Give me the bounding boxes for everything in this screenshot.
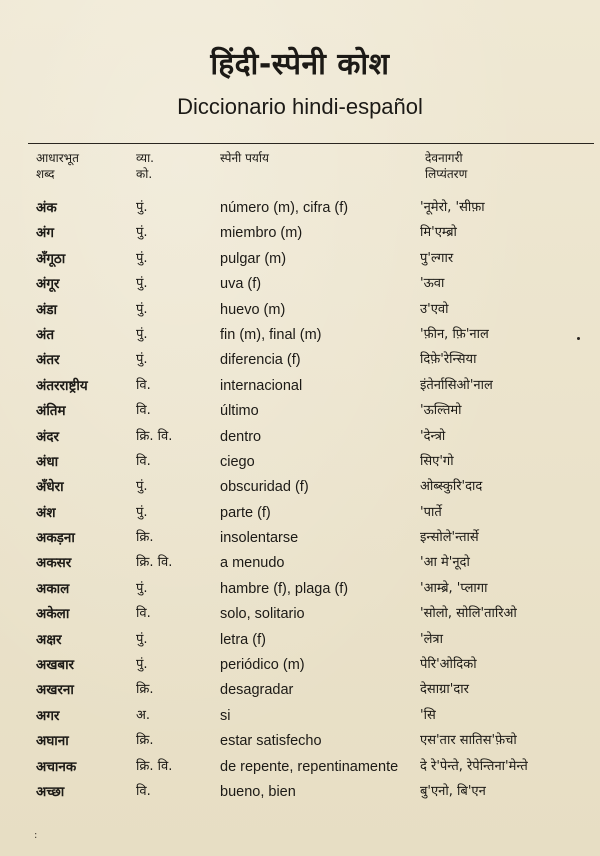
entry-row (0, 272, 600, 297)
entry-pos: पुं. (136, 352, 148, 368)
entry-spanish: diferencia (f) (220, 352, 301, 369)
entry-word: अकाल (36, 580, 70, 597)
entry-row (0, 425, 600, 450)
entry-transliteration: एस'तार सातिस'फ़ेचो (420, 733, 517, 749)
entry-pos: वि. (136, 403, 151, 419)
entry-spanish: último (220, 403, 259, 420)
entry-word: अंगूर (36, 276, 60, 293)
entry-transliteration: 'ऊवा (420, 276, 445, 292)
entry-pos: क्रि. (136, 733, 154, 749)
entry-row (0, 196, 600, 221)
entry-pos: पुं. (136, 580, 148, 596)
column-header-pos-line1: व्या. (136, 151, 154, 165)
entry-row (0, 221, 600, 246)
entry-pos: पुं. (136, 657, 148, 673)
entry-spanish: número (m), cifra (f) (220, 200, 349, 216)
entry-word: अँगूठा (36, 250, 66, 267)
entry-word: अंतरराष्ट्रीय (36, 377, 88, 394)
entry-pos: वि. (136, 783, 151, 799)
entry-row (0, 729, 600, 754)
entry-word: अंडा (36, 301, 58, 318)
entry-transliteration: 'नूमेरो, 'सीफ़ा (420, 200, 485, 215)
column-header-word (36, 150, 79, 182)
entry-spanish: bueno, bien (220, 783, 296, 800)
entry-spanish: hambre (f), plaga (f) (220, 580, 349, 597)
entry-pos: वि. (136, 453, 151, 469)
entry-spanish: parte (f) (220, 504, 271, 521)
entry-spanish: insolentarse (220, 530, 299, 547)
page-title-spanish: Diccionario hindi-español (177, 94, 423, 119)
entry-transliteration: 'आ मे'नूदो (420, 555, 470, 571)
entry-transliteration: ओब्स्कुरि'दाद (420, 479, 483, 495)
entry-transliteration: दे रे'पेन्ते, रेपेन्तिना'मेन्ते (420, 758, 528, 774)
column-header-translit-line1: देवनागरी (425, 151, 463, 165)
entry-spanish: internacional (220, 377, 303, 394)
entry-spanish: de repente, repentinamente (220, 758, 399, 775)
entry-transliteration: 'फ़ीन, फ़ि'नाल (420, 326, 489, 342)
entry-pos: वि. (136, 377, 151, 393)
entry-transliteration: मि'एम्ब्रो (420, 225, 457, 241)
entry-pos: पुं. (136, 301, 148, 317)
entry-spanish: pulgar (m) (220, 250, 287, 267)
entry-spanish: dentro (220, 428, 262, 445)
entry-transliteration: 'देन्त्रो (420, 428, 446, 444)
entry-spanish: si (220, 707, 231, 724)
entry-transliteration: पु'ल्गार (420, 250, 454, 266)
entry-row (0, 577, 600, 602)
entry-spanish: fin (m), final (m) (220, 326, 322, 343)
entry-spanish: a menudo (220, 555, 285, 572)
entry-spanish: ciego (220, 453, 255, 470)
entry-pos: पुं. (136, 276, 148, 292)
entry-transliteration: 'सोलो, सोलि'तारिओ (420, 606, 517, 622)
entry-pos: क्रि. (136, 530, 154, 546)
entry-word: अंदर (36, 428, 60, 445)
column-header-pos (136, 150, 154, 182)
print-speck (577, 337, 580, 340)
column-header-translit (425, 150, 467, 182)
entry-transliteration: पेरि'ओदिको (420, 657, 477, 673)
entry-row (0, 323, 600, 348)
entry-word: अच्छा (36, 783, 65, 800)
entry-row (0, 602, 600, 627)
entry-pos: पुं. (136, 479, 148, 495)
entry-row (0, 399, 600, 424)
entry-word: अखरना (36, 682, 74, 699)
entry-spanish: obscuridad (f) (220, 479, 309, 496)
entry-transliteration: इन्सोले'न्तार्से (420, 530, 479, 546)
entry-row (0, 298, 600, 323)
entry-row (0, 628, 600, 653)
entry-spanish: letra (f) (220, 631, 266, 648)
entry-transliteration: देसाग्रा'दार (420, 682, 469, 698)
entry-row (0, 551, 600, 576)
entry-word: अकड़ना (36, 530, 75, 547)
entry-pos: क्रि. वि. (136, 758, 173, 774)
entry-word: अंत (36, 326, 55, 343)
entry-transliteration: 'सि (420, 707, 436, 723)
entry-transliteration: दिफ़े'रेन्सिया (420, 352, 477, 368)
entry-row (0, 450, 600, 475)
entry-pos: पुं. (136, 225, 148, 241)
entry-row (0, 475, 600, 500)
entry-pos: वि. (136, 606, 151, 622)
entry-word: अंतर (36, 352, 60, 369)
entry-row (0, 780, 600, 805)
entry-word: अगर (36, 707, 60, 724)
entry-word: अखबार (36, 657, 75, 674)
entry-transliteration: 'लेत्रा (420, 631, 443, 647)
entry-word: अक्षर (36, 631, 62, 648)
page-title-hindi: हिंदी-स्पेनी कोश (210, 47, 390, 82)
column-header-translit-line2: लिप्यंतरण (425, 167, 468, 181)
entry-row (0, 526, 600, 551)
entry-transliteration: बु'एनो, बि'एन (420, 783, 486, 799)
entry-word: अकसर (36, 555, 72, 572)
entry-pos: पुं. (136, 200, 148, 215)
entry-spanish: desagradar (220, 682, 294, 699)
entry-word: अंक (36, 200, 57, 216)
entry-word: अकेला (36, 606, 70, 623)
entry-row (0, 348, 600, 373)
entry-row (0, 374, 600, 399)
entry-word: अंग (36, 225, 54, 242)
entry-pos: पुं. (136, 326, 148, 342)
entry-pos: अ. (136, 707, 151, 723)
entry-transliteration: उ'एवो (420, 301, 449, 317)
entry-transliteration: इंतेर्नासिओ'नाल (420, 377, 493, 393)
entry-row (0, 247, 600, 272)
column-header-spanish (220, 150, 269, 166)
entry-spanish: estar satisfecho (220, 733, 322, 750)
entry-row (0, 653, 600, 678)
entry-list (0, 196, 600, 805)
entry-transliteration: 'पार्ते (420, 504, 442, 520)
entry-word: अचानक (36, 758, 77, 775)
entry-pos: पुं. (136, 631, 148, 647)
entry-row (0, 704, 600, 729)
entry-spanish: huevo (m) (220, 301, 286, 318)
entry-word: अंधा (36, 453, 59, 470)
column-header-word-line2: शब्द (36, 167, 55, 181)
entry-word: अघाना (36, 733, 69, 750)
entry-pos: क्रि. वि. (136, 428, 173, 444)
entry-word: अंतिम (36, 403, 66, 420)
entry-word: अँधेरा (36, 479, 64, 496)
entry-spanish: solo, solitario (220, 606, 305, 623)
column-header-word-line1: आधारभूत (36, 151, 79, 165)
entry-pos: पुं. (136, 504, 148, 520)
page-corner-mark: : (34, 830, 38, 841)
entry-spanish: miembro (m) (220, 225, 303, 242)
column-header-pos-line2: को. (136, 167, 153, 181)
entry-transliteration: सिए'गो (420, 453, 454, 469)
entry-pos: क्रि. वि. (136, 555, 173, 571)
column-header-spanish-line1: स्पेनी पर्याय (220, 151, 269, 165)
entry-spanish: uva (f) (220, 276, 262, 293)
entry-word: अंश (36, 504, 56, 521)
entry-transliteration: 'ऊल्तिमो (420, 403, 462, 419)
entry-pos: क्रि. (136, 682, 154, 698)
entry-row (0, 501, 600, 526)
entry-transliteration: 'आम्ब्रे, 'प्लागा (420, 580, 488, 596)
entry-row (0, 755, 600, 780)
entry-row (0, 678, 600, 703)
entry-spanish: periódico (m) (220, 657, 305, 674)
entry-pos: पुं. (136, 250, 148, 266)
header-rule (28, 143, 594, 144)
